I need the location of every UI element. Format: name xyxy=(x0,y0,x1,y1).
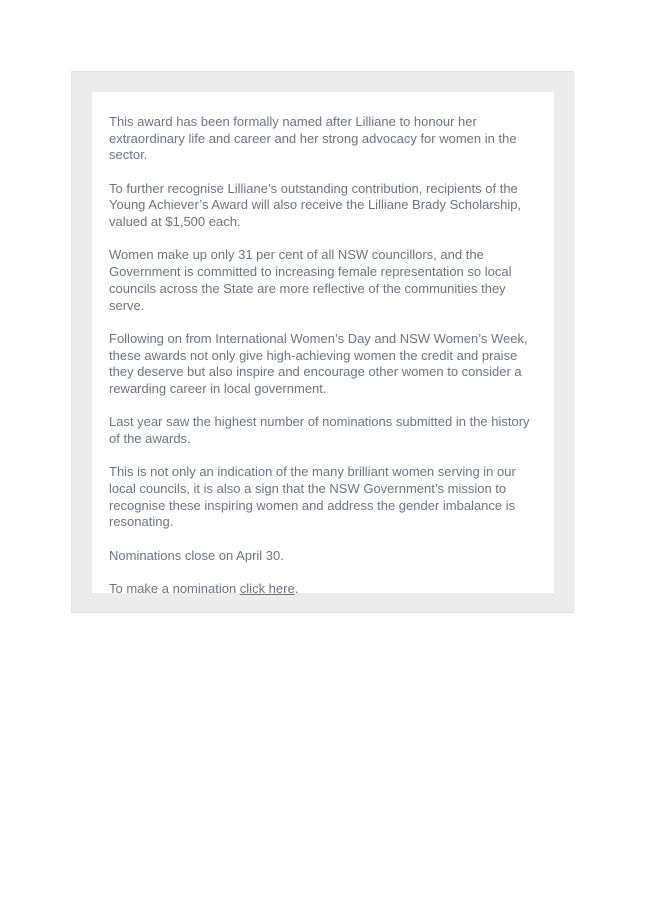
paragraph-womens-week: Following on from International Women’s Day and NSW Women’s Week, these awards not only give high-achieving women the credit and praise they deserve but also inspire and encourage other women to consider a rewarding career in local government. xyxy=(109,330,528,396)
paragraph-award-named: This award has been formally named after Lilliane to honour her extraordinary life and career and her strong advocacy for women in the sector. xyxy=(109,114,517,163)
article-panel xyxy=(92,92,554,596)
paragraph-mission: This is not only an indication of the many brilliant women serving in our local councils, it is also a sign that the NSW Government’s mission to recognise these inspiring women and address the gender imbalance is resonating. xyxy=(109,464,516,530)
paragraph-scholarship: To further recognise Lilliane’s outstanding contribution, recipients of the Young Achiever’s Award will also receive the Lilliane Brady Scholarship, valued at $1,500 each. xyxy=(109,180,522,230)
nomination-suffix: . xyxy=(294,580,299,596)
paragraph-representation: Women make up only 31 per cent of all NSW councillors, and the Government is committed to increasing female representation so local councils across the State are more reflective of the communities they serve. xyxy=(109,247,512,313)
paragraph-nominations-record: Last year saw the highest number of nominations submitted in the history of the awards. xyxy=(109,414,530,446)
content-frame xyxy=(71,71,574,613)
paragraph-nominations-close: Nominations close on April 30. xyxy=(109,547,284,563)
paragraph-make-nomination xyxy=(109,581,538,598)
nomination-link[interactable]: click here xyxy=(239,580,295,596)
nomination-prefix: To make a nomination xyxy=(109,580,240,596)
